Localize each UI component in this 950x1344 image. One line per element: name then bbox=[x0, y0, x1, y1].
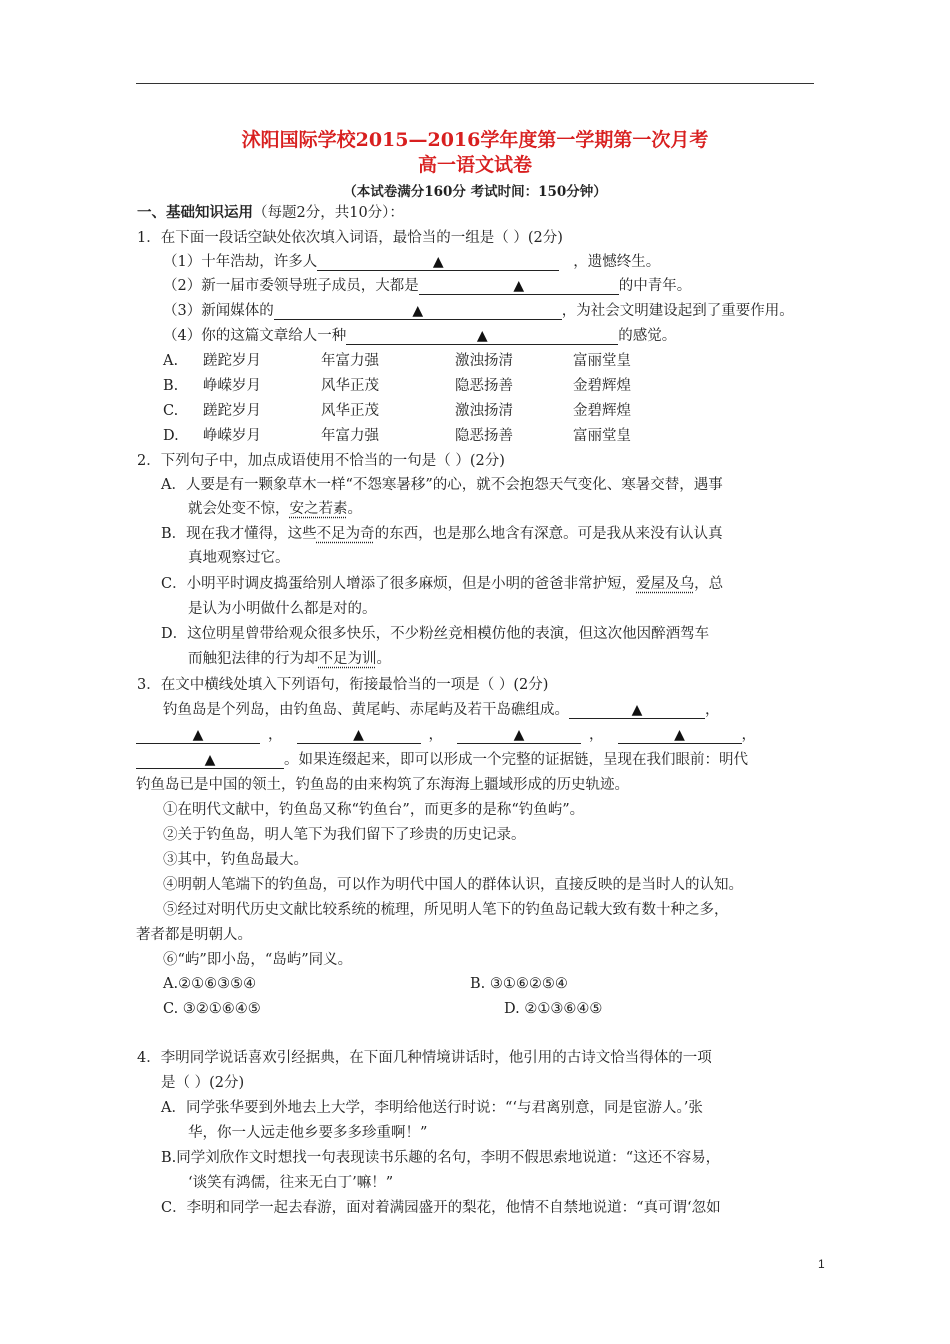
text: 。 bbox=[376, 651, 391, 667]
q3-sentence-4: ④明朝人笔端下的钓鱼岛，可以作为明代中国人的群体认识，直接反映的是当时人的认知。 bbox=[163, 877, 743, 893]
q4-option-a-line2: 华，你一人远走他乡要多多珍重啊！” bbox=[188, 1125, 428, 1141]
q4-stem-line1: 4．李明同学说话喜欢引经据典，在下面几种情境讲话时，他引用的古诗文恰当得体的一项 bbox=[137, 1050, 712, 1066]
text: C．小明平时调皮捣蛋给别人增添了很多麻烦，但是小明的爸爸非常护短， bbox=[161, 576, 637, 592]
q1-s2-end: 的中青年。 bbox=[618, 278, 692, 294]
blank-marker-icon: ▲ bbox=[674, 727, 685, 743]
q1-s1-text: （1）十年浩劫，许多人 bbox=[163, 254, 318, 270]
q1-blank-4 bbox=[346, 328, 618, 345]
q3-blank-5 bbox=[618, 727, 742, 744]
option-label: D. bbox=[163, 428, 179, 444]
option-word: 金碧辉煌 bbox=[573, 378, 631, 394]
q3-option-c[interactable]: C. ③②①⑥④⑤ bbox=[163, 1001, 261, 1017]
q3-option-a[interactable]: A.②①⑥③⑤④ bbox=[163, 976, 257, 992]
q4-stem-line2: 是（ ）(2分) bbox=[161, 1075, 245, 1091]
q3-blank-1 bbox=[569, 702, 705, 719]
text: 的东西，也是那么地含有深意。可是我从来没有认认真 bbox=[374, 526, 723, 542]
option-label: B. bbox=[163, 378, 179, 394]
q3-passage-line3 bbox=[136, 750, 748, 770]
q3-passage-line4: 钓鱼岛已是中国的领土，钓鱼岛的由来构筑了东海海上疆域形成的历史轨迹。 bbox=[136, 777, 629, 793]
blank-marker-icon: ▲ bbox=[204, 752, 216, 768]
q3-sentence-1: ①在明代文献中，钓鱼岛又称“钓鱼台”，而更多的是称“钓鱼屿”。 bbox=[163, 802, 585, 818]
option-word: 隐恶扬善 bbox=[455, 378, 513, 394]
option-word: 激浊扬清 bbox=[455, 353, 513, 369]
q3-sentence-3: ③其中，钓鱼岛最大。 bbox=[163, 852, 308, 868]
q2-option-c-line1[interactable] bbox=[161, 574, 723, 594]
blank-marker-icon: ▲ bbox=[192, 727, 204, 743]
q3-sentence-5a: ⑤经过对明代历史文献比较系统的梳理，所见明人笔下的钓鱼岛记载大致有数十种之多， bbox=[163, 902, 729, 918]
q1-s1-end: ，遗憾终生。 bbox=[573, 254, 661, 270]
q2-option-b-line2: 真地观察过它。 bbox=[188, 550, 290, 566]
option-word: 富丽堂皇 bbox=[573, 353, 631, 369]
q3-blank-2 bbox=[136, 727, 260, 744]
q1-s4-text: （4）你的这篇文章给人一种 bbox=[163, 328, 347, 344]
option-word: 峥嵘岁月 bbox=[203, 378, 261, 394]
q1-sentence-1 bbox=[163, 252, 660, 272]
option-word: 蹉跎岁月 bbox=[203, 353, 261, 369]
option-word: 年富力强 bbox=[321, 428, 379, 444]
q3-option-b[interactable]: B. ③①⑥②⑤④ bbox=[470, 976, 568, 992]
q1-s4-end: 的感觉。 bbox=[618, 328, 677, 344]
q2-option-a-line2 bbox=[188, 499, 362, 519]
text: 。 bbox=[347, 501, 362, 517]
option-word: 隐恶扬善 bbox=[455, 428, 513, 444]
header-rule bbox=[136, 83, 814, 84]
q2-option-c-line2: 是认为小明做什么都是对的。 bbox=[188, 601, 377, 617]
q1-sentence-3 bbox=[163, 301, 794, 321]
dotted-idiom: 爱屋及乌 bbox=[636, 576, 695, 592]
q4-option-c-line1[interactable]: C．李明和同学一起去春游，面对着满园盛开的梨花，他情不自禁地说道：“真可谓‘忽如 bbox=[161, 1200, 721, 1216]
comma: ， bbox=[268, 727, 283, 743]
option-word: 峥嵘岁月 bbox=[203, 428, 261, 444]
q1-s3-end: ，为社会文明建设起到了重要作用。 bbox=[561, 303, 794, 319]
blank-marker-icon: ▲ bbox=[353, 727, 364, 743]
blank-marker-icon: ▲ bbox=[513, 278, 525, 294]
option-word: 年富力强 bbox=[321, 353, 379, 369]
q1-sentence-4 bbox=[163, 326, 676, 346]
text: 。如果连缀起来，即可以形成一个完整的证据链，呈现在我们眼前：明代 bbox=[284, 752, 748, 768]
q1-blank-3 bbox=[274, 303, 562, 320]
section-heading bbox=[137, 203, 404, 223]
q3-stem: 3．在文中横线处填入下列语句，衔接最恰当的一项是（ ）(2分) bbox=[137, 677, 549, 693]
q1-stem: 1．在下面一段话空缺处依次填入词语，最恰当的一组是（ ）(2分) bbox=[137, 230, 563, 246]
option-word: 风华正茂 bbox=[321, 378, 379, 394]
blank-marker-icon: ▲ bbox=[631, 702, 643, 718]
q4-option-a-line1[interactable]: A．同学张华要到外地去上大学，李明给他送行时说：“‘与君离别意，同是宦游人。’张 bbox=[161, 1100, 703, 1116]
q3-option-d[interactable]: D. ②①③⑥④⑤ bbox=[504, 1001, 603, 1017]
option-word: 蹉跎岁月 bbox=[203, 403, 261, 419]
q2-stem: 2．下列句子中，加点成语使用不恰当的一句是（ ）(2分) bbox=[137, 453, 505, 469]
q3-sentence-2: ②关于钓鱼岛，明人笔下为我们留下了珍贵的历史记录。 bbox=[163, 827, 526, 843]
blank-marker-icon: ▲ bbox=[412, 303, 424, 319]
q2-option-d-line2 bbox=[188, 649, 391, 669]
q4-option-b-line1[interactable]: B.同学刘欣作文时想找一句表现读书乐趣的名句，李明不假思索地说道：“这还不容易， bbox=[161, 1150, 721, 1166]
page-number: 1 bbox=[818, 1257, 825, 1271]
q1-blank-2 bbox=[419, 278, 619, 295]
option-label: C. bbox=[163, 403, 179, 419]
q1-sentence-2 bbox=[163, 276, 691, 296]
comma: ， bbox=[741, 727, 756, 743]
q2-option-b-line1[interactable] bbox=[161, 524, 723, 544]
q3-blank-3 bbox=[297, 727, 421, 744]
comma: ， bbox=[428, 727, 443, 743]
dotted-idiom: 安之若素 bbox=[289, 501, 348, 517]
q2-option-a-line1[interactable]: A．人要是有一颗象草木一样“不怨寒暑移”的心，就不会抱怨天气变化、寒暑交替，遇事 bbox=[161, 477, 723, 493]
q3-passage-line1 bbox=[163, 700, 720, 720]
blank-marker-icon: ▲ bbox=[432, 254, 444, 270]
text: B．现在我才懂得，这些 bbox=[161, 526, 317, 542]
dotted-idiom: 不足为奇 bbox=[316, 526, 375, 542]
q3-blank-6 bbox=[136, 752, 284, 769]
q3-blank-4 bbox=[457, 727, 581, 744]
q3-passage-line2 bbox=[136, 725, 756, 745]
exam-info: （本试卷满分160分 考试时间：150分钟） bbox=[343, 184, 607, 200]
text: ，总 bbox=[694, 576, 724, 592]
exam-title: 沭阳国际学校2015—2016学年度第一学期第一次月考 bbox=[241, 129, 709, 151]
option-word: 激浊扬清 bbox=[455, 403, 513, 419]
text: 而触犯法律的行为却 bbox=[188, 651, 319, 667]
option-word: 富丽堂皇 bbox=[573, 428, 631, 444]
q3-sentence-5b: 著者都是明朝人。 bbox=[136, 927, 252, 943]
q1-s2-text: （2）新一届市委领导班子成员，大都是 bbox=[163, 278, 419, 294]
comma: ， bbox=[589, 727, 604, 743]
option-label: A. bbox=[163, 353, 179, 369]
q4-option-b-line2: ‘谈笑有鸿儒，往来无白丁’嘛！” bbox=[188, 1175, 394, 1191]
q1-blank-1 bbox=[317, 254, 559, 271]
text: 就会处变不惊， bbox=[188, 501, 290, 517]
q3-sentence-6: ⑥“屿”即小岛，“岛屿”同义。 bbox=[163, 952, 353, 968]
exam-subtitle: 高一语文试卷 bbox=[417, 154, 532, 176]
text: 钓鱼岛是个列岛，由钓鱼岛、黄尾屿、赤尾屿及若干岛礁组成。 bbox=[163, 702, 569, 718]
dotted-idiom: 不足为训 bbox=[318, 651, 377, 667]
q2-option-d-line1[interactable]: D．这位明星曾带给观众很多快乐，不少粉丝竞相模仿他的表演，但这次他因醉酒驾车 bbox=[161, 626, 710, 642]
blank-marker-icon: ▲ bbox=[513, 727, 525, 743]
comma: ， bbox=[705, 702, 720, 718]
section-title: 一、基础知识运用 bbox=[137, 204, 253, 221]
q1-s3-text: （3）新闻媒体的 bbox=[163, 303, 274, 319]
option-word: 金碧辉煌 bbox=[573, 403, 631, 419]
option-word: 风华正茂 bbox=[321, 403, 379, 419]
section-note: （每题2分，共10分）： bbox=[253, 205, 404, 221]
blank-marker-icon: ▲ bbox=[476, 328, 488, 344]
